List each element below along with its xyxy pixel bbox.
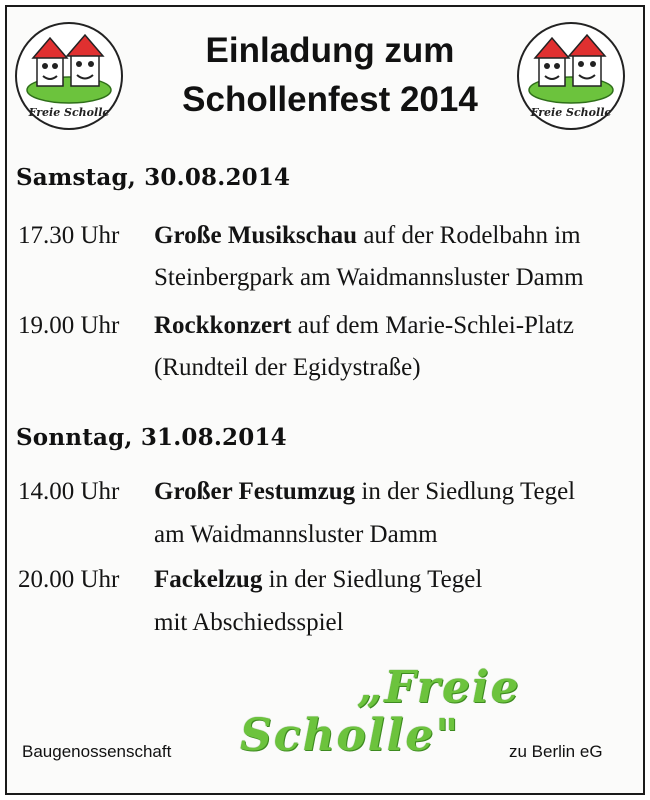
event-description [154, 478, 575, 506]
event-description [154, 312, 574, 340]
logo-text-left: Freie Scholle [28, 106, 110, 119]
cooperative-label: Baugenossenschaft [22, 742, 172, 761]
logo-text-right: Freie Scholle [530, 106, 612, 119]
event-description-line2: (Rundteil der Egidystraße) [154, 354, 421, 381]
page-title-line2: Schollenfest 2014 [182, 80, 478, 119]
event-description-line2: am Waidmannsluster Damm [154, 521, 438, 548]
event-time: 14.00 Uhr [18, 478, 120, 505]
event-time: 19.00 Uhr [18, 312, 120, 339]
page-title-line1: Einladung zum [205, 31, 455, 70]
brand-wordmark-line1: „Freie [357, 662, 521, 713]
event-time: 17.30 Uhr [18, 222, 120, 249]
event-title: Rockkonzert [154, 312, 292, 339]
event-description-line2: Steinbergpark am Waidmannsluster Damm [154, 264, 584, 291]
event-detail: in der Siedlung Tegel [262, 566, 483, 593]
freie-scholle-logo-left [13, 20, 125, 132]
event-title: Großer Festumzug [154, 478, 356, 505]
event-description [154, 222, 581, 250]
event-time: 20.00 Uhr [18, 566, 120, 593]
event-title: Fackelzug [154, 566, 263, 593]
event-detail: in der Siedlung Tegel [355, 478, 576, 505]
day-heading-saturday: Samstag, 30.08.2014 [16, 164, 291, 191]
event-detail: auf dem Marie-Schlei-Platz [291, 312, 575, 339]
brand-wordmark-line2: Scholle" [240, 710, 461, 761]
event-title: Große Musikschau [154, 222, 358, 249]
freie-scholle-logo-right [515, 20, 627, 132]
event-detail: auf der Rodelbahn im [357, 222, 581, 249]
event-description [154, 566, 482, 594]
day-heading-sunday: Sonntag, 31.08.2014 [16, 424, 287, 451]
event-description-line2: mit Abschiedsspiel [154, 609, 344, 636]
location-label: zu Berlin eG [509, 742, 603, 761]
